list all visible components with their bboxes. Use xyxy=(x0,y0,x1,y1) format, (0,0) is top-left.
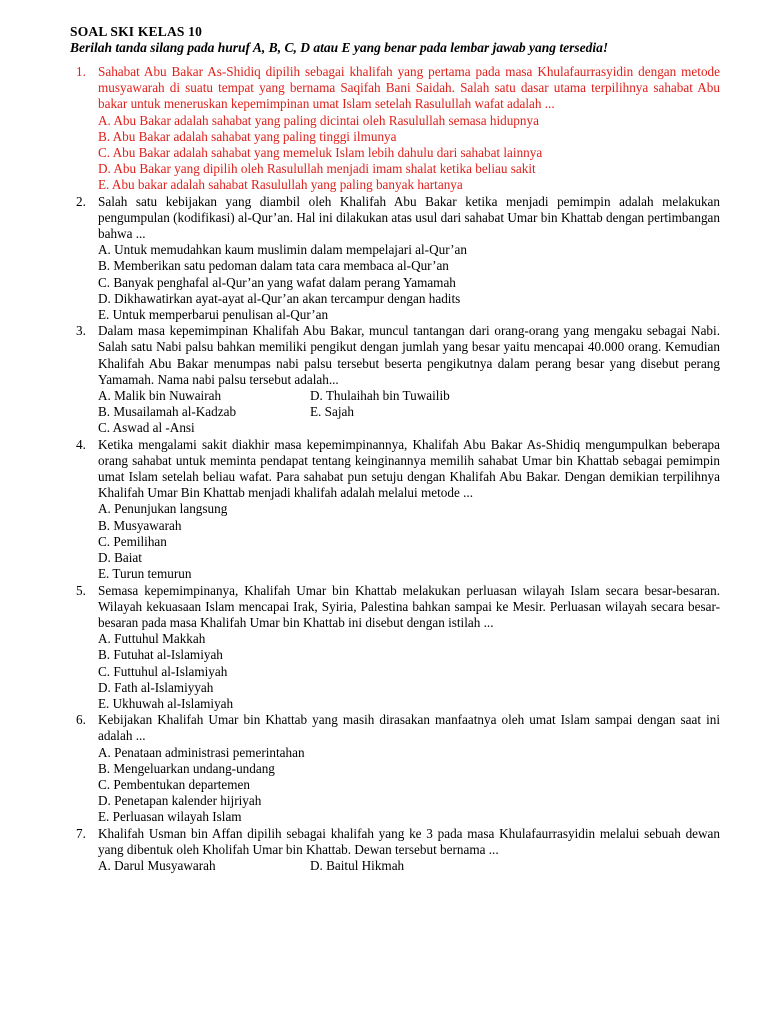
question-text: Khalifah Usman bin Affan dipilih sebagai khalifah yang ke 3 pada masa Khulafaurrasyidin melalui sebuah dewan yang dibentuk oleh Kholifah Umar bin Khattab. Dewan tersebut bernama ... xyxy=(98,825,720,857)
document-title: SOAL SKI KELAS 10 xyxy=(70,24,203,39)
option-b[interactable]: B. Musyawarah xyxy=(98,517,182,533)
question-text: Salah satu kebijakan yang diambil oleh Khalifah Abu Bakar ketika menjadi pemimpin adalah melakukan pengumpulan (kodifikasi) al-Qur’an. Hal ini dilakukan atas usul dari sahabat Umar bin Khattab dengan pertimbangan bahwa ... xyxy=(98,193,720,242)
question-7 xyxy=(70,826,720,875)
question-text: Sahabat Abu Bakar As-Shidiq dipilih sebagai khalifah yang pertama pada masa Khulafaurrasyidin dengan metode musyawarah di suatu tempat yang bernama Saqifah Bani Saidah. Salah satu dasar utama terpilihnya sahabat Abu bakar untuk meneruskan kepemimpinan umat Islam setelah Rasulullah wafat adalah ... xyxy=(98,64,720,112)
option-b[interactable]: B. Mengeluarkan undang-undang xyxy=(98,760,275,776)
option-a[interactable]: A. Untuk memudahkan kaum muslimin dalam mempelajari al-Qur’an xyxy=(98,242,467,258)
option-c[interactable]: C. Pemilihan xyxy=(98,533,167,549)
option-e[interactable]: E. Perluasan wilayah Islam xyxy=(98,809,242,825)
question-number: 4. xyxy=(76,436,86,452)
option-a[interactable]: A. Penunjukan langsung xyxy=(98,501,228,517)
option-b[interactable]: B. Futuhat al-Islamiyah xyxy=(98,647,223,663)
question-3 xyxy=(70,323,720,436)
option-e[interactable]: E. Ukhuwah al-Islamiyah xyxy=(98,695,234,711)
question-6 xyxy=(70,712,720,825)
options-row xyxy=(98,404,720,420)
question-1 xyxy=(70,64,720,194)
option-d[interactable]: D. Baiat xyxy=(98,550,142,566)
option-e[interactable]: E. Sajah xyxy=(310,404,354,420)
question-number: 5. xyxy=(76,582,86,598)
question-5 xyxy=(70,583,720,713)
options-row xyxy=(98,388,720,404)
instruction-text: Berilah tanda silang pada huruf A, B, C, D atau E yang benar pada lembar jawab yang tersedia! xyxy=(70,40,609,55)
option-d[interactable]: D. Thulaihah bin Tuwailib xyxy=(310,388,450,404)
option-b[interactable]: B. Musailamah al-Kadzab xyxy=(98,404,237,420)
question-number: 6. xyxy=(76,712,86,728)
option-b[interactable]: B. Abu Bakar adalah sahabat yang paling tinggi ilmunya xyxy=(98,128,397,144)
options-row xyxy=(98,858,720,874)
option-e[interactable]: E. Turun temurun xyxy=(98,566,192,582)
question-text: Semasa kepemimpinanya, Khalifah Umar bin Khattab melakukan perluasan wilayah Islam secara besar-besaran. Wilayah kekuasaan Islam mencapai Irak, Syiria, Palestina bahkan sampai ke Mesir. Perluasan wilayah secara besar-besaran pada masa Khalifah Umar bin Khattab ini disebut dengan istilah ... xyxy=(98,582,720,630)
question-text: Dalam masa kepemimpinan Khalifah Abu Bakar, muncul tantangan dari orang-orang yang mengaku sebagai Nabi. Salah satu Nabi palsu bahkan memiliki pengikut dengan jumlah yang besar yaitu mencapai 40.000 orang. Kemudian Khalifah Abu Bakar menumpas nabi palsu tersebut beserta pengikutnya dalam perang besar yang disebut perang Yamamah. Nama nabi palsu tersebut adalah... xyxy=(98,323,720,387)
option-d[interactable]: D. Baitul Hikmah xyxy=(310,857,405,873)
question-4 xyxy=(70,437,720,583)
option-a[interactable]: A. Penataan administrasi pemerintahan xyxy=(98,744,305,760)
option-d[interactable]: D. Dikhawatirkan ayat-ayat al-Qur’an akan tercampur dengan hadits xyxy=(98,290,461,306)
option-a[interactable]: A. Darul Musyawarah xyxy=(98,857,216,873)
option-c[interactable]: C. Abu Bakar adalah sahabat yang memeluk Islam lebih dahulu dari sahabat lainnya xyxy=(98,145,543,161)
option-e[interactable]: E. Abu bakar adalah sahabat Rasulullah yang paling banyak hartanya xyxy=(98,177,463,193)
option-d[interactable]: D. Fath al-Islamiyyah xyxy=(98,679,214,695)
option-c[interactable]: C. Futtuhul al-Islamiyah xyxy=(98,663,228,679)
option-a[interactable]: A. Malik bin Nuwairah xyxy=(98,388,222,404)
question-number: 1. xyxy=(76,64,86,79)
question-2 xyxy=(70,194,720,324)
question-text: Kebijakan Khalifah Umar bin Khattab yang masih dirasakan manfaatnya oleh umat Islam sampai dengan saat ini adalah ... xyxy=(98,712,720,744)
option-d[interactable]: D. Penetapan kalender hijriyah xyxy=(98,793,262,809)
option-a[interactable]: A. Futtuhul Makkah xyxy=(98,631,206,647)
question-number: 3. xyxy=(76,323,86,339)
option-c[interactable]: C. Aswad al -Ansi xyxy=(98,420,195,436)
option-e[interactable]: E. Untuk memperbarui penulisan al-Qur’an xyxy=(98,307,329,323)
option-b[interactable]: B. Memberikan satu pedoman dalam tata cara membaca al-Qur’an xyxy=(98,258,449,274)
question-number: 2. xyxy=(76,193,86,209)
option-d[interactable]: D. Abu Bakar yang dipilih oleh Rasulullah menjadi imam shalat ketika beliau sakit xyxy=(98,161,536,177)
question-text: Ketika mengalami sakit diakhir masa kepemimpinannya, Khalifah Abu Bakar As-Shidiq mengumpulkan beberapa orang sahabat untuk meminta pendapat tentang keinginannya memilih sahabat Umar bin Khattab sebagai pemimpin umat Islam setelah beliau wafat. Para sahabat pun setuju dengan Khalifah Abu Bakar. Dengan demikian terpilihnya Khalifah Umar Bin Khattab menjadi khalifah adalah melalui metode ... xyxy=(98,436,720,501)
option-c[interactable]: C. Banyak penghafal al-Qur’an yang wafat dalam perang Yamamah xyxy=(98,274,456,290)
question-number: 7. xyxy=(76,825,86,841)
option-a[interactable]: A. Abu Bakar adalah sahabat yang paling dicintai oleh Rasulullah semasa hidupnya xyxy=(98,112,539,128)
option-c[interactable]: C. Pembentukan departemen xyxy=(98,776,250,792)
